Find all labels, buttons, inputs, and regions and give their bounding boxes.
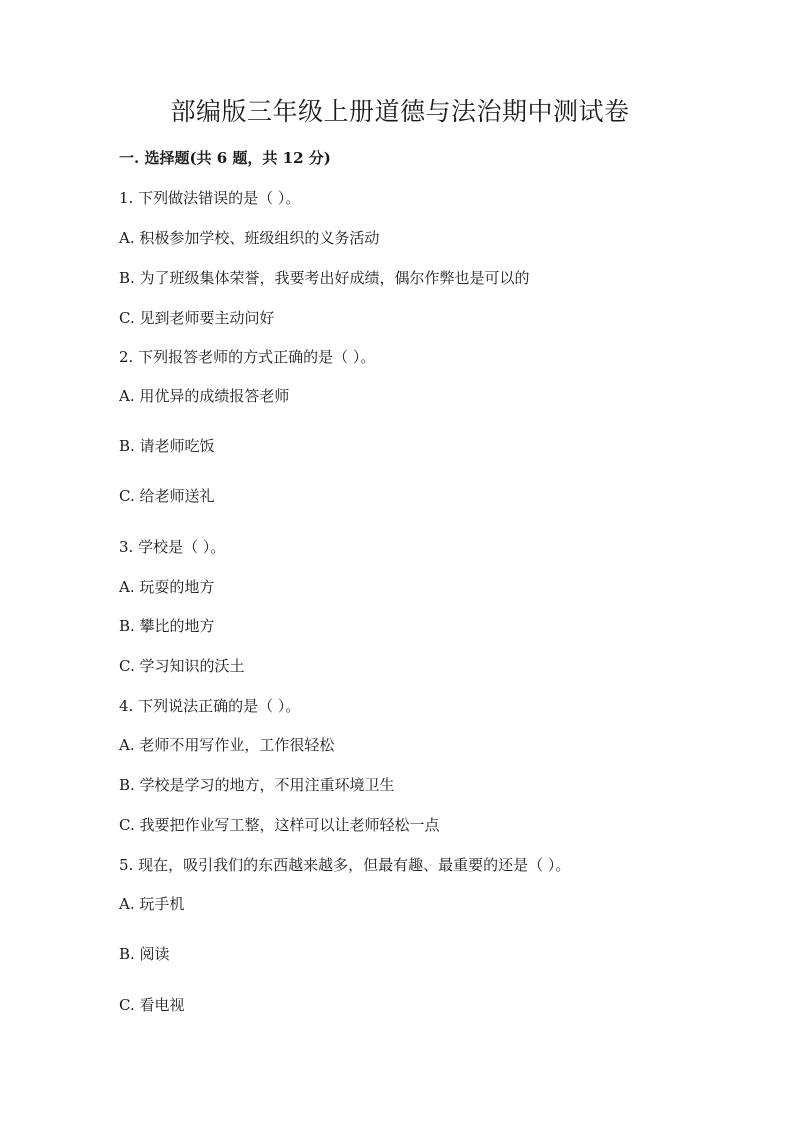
question-3-option-a: A. 玩耍的地方 bbox=[119, 578, 215, 596]
question-1-option-b: B. 为了班级集体荣誉，我要考出好成绩，偶尔作弊也是可以的 bbox=[119, 269, 530, 287]
question-2-stem: 2. 下列报答老师的方式正确的是（ ）。 bbox=[119, 348, 376, 366]
question-3-stem: 3. 学校是（ ）。 bbox=[119, 538, 226, 556]
question-1-option-a: A. 积极参加学校、班级组织的义务活动 bbox=[119, 229, 380, 247]
question-2-option-c: C. 给老师送礼 bbox=[119, 487, 215, 505]
question-3-option-c: C. 学习知识的沃土 bbox=[119, 657, 245, 675]
question-2-option-b: B. 请老师吃饭 bbox=[119, 437, 215, 455]
question-5-option-c: C. 看电视 bbox=[119, 996, 185, 1014]
question-1-stem: 1. 下列做法错误的是（ ）。 bbox=[119, 189, 301, 207]
section-heading: 一. 选择题(共 6 题，共 12 分) bbox=[119, 149, 331, 167]
question-4-option-c: C. 我要把作业写工整，这样可以让老师轻松一点 bbox=[119, 816, 440, 834]
question-5-stem: 5. 现在，吸引我们的东西越来越多，但最有趣、最重要的还是（ ）。 bbox=[119, 856, 571, 874]
question-5-option-a: A. 玩手机 bbox=[119, 895, 185, 913]
question-3-option-b: B. 攀比的地方 bbox=[119, 617, 215, 635]
question-2-option-a: A. 用优异的成绩报答老师 bbox=[119, 387, 290, 405]
question-4-option-a: A. 老师不用写作业，工作很轻松 bbox=[119, 736, 335, 754]
question-1-option-c: C. 见到老师要主动问好 bbox=[119, 309, 275, 327]
question-4-stem: 4. 下列说法正确的是（ ）。 bbox=[119, 697, 301, 715]
question-5-option-b: B. 阅读 bbox=[119, 945, 170, 963]
page-title: 部编版三年级上册道德与法治期中测试卷 bbox=[170, 97, 630, 126]
question-4-option-b: B. 学校是学习的地方，不用注重环境卫生 bbox=[119, 776, 395, 794]
